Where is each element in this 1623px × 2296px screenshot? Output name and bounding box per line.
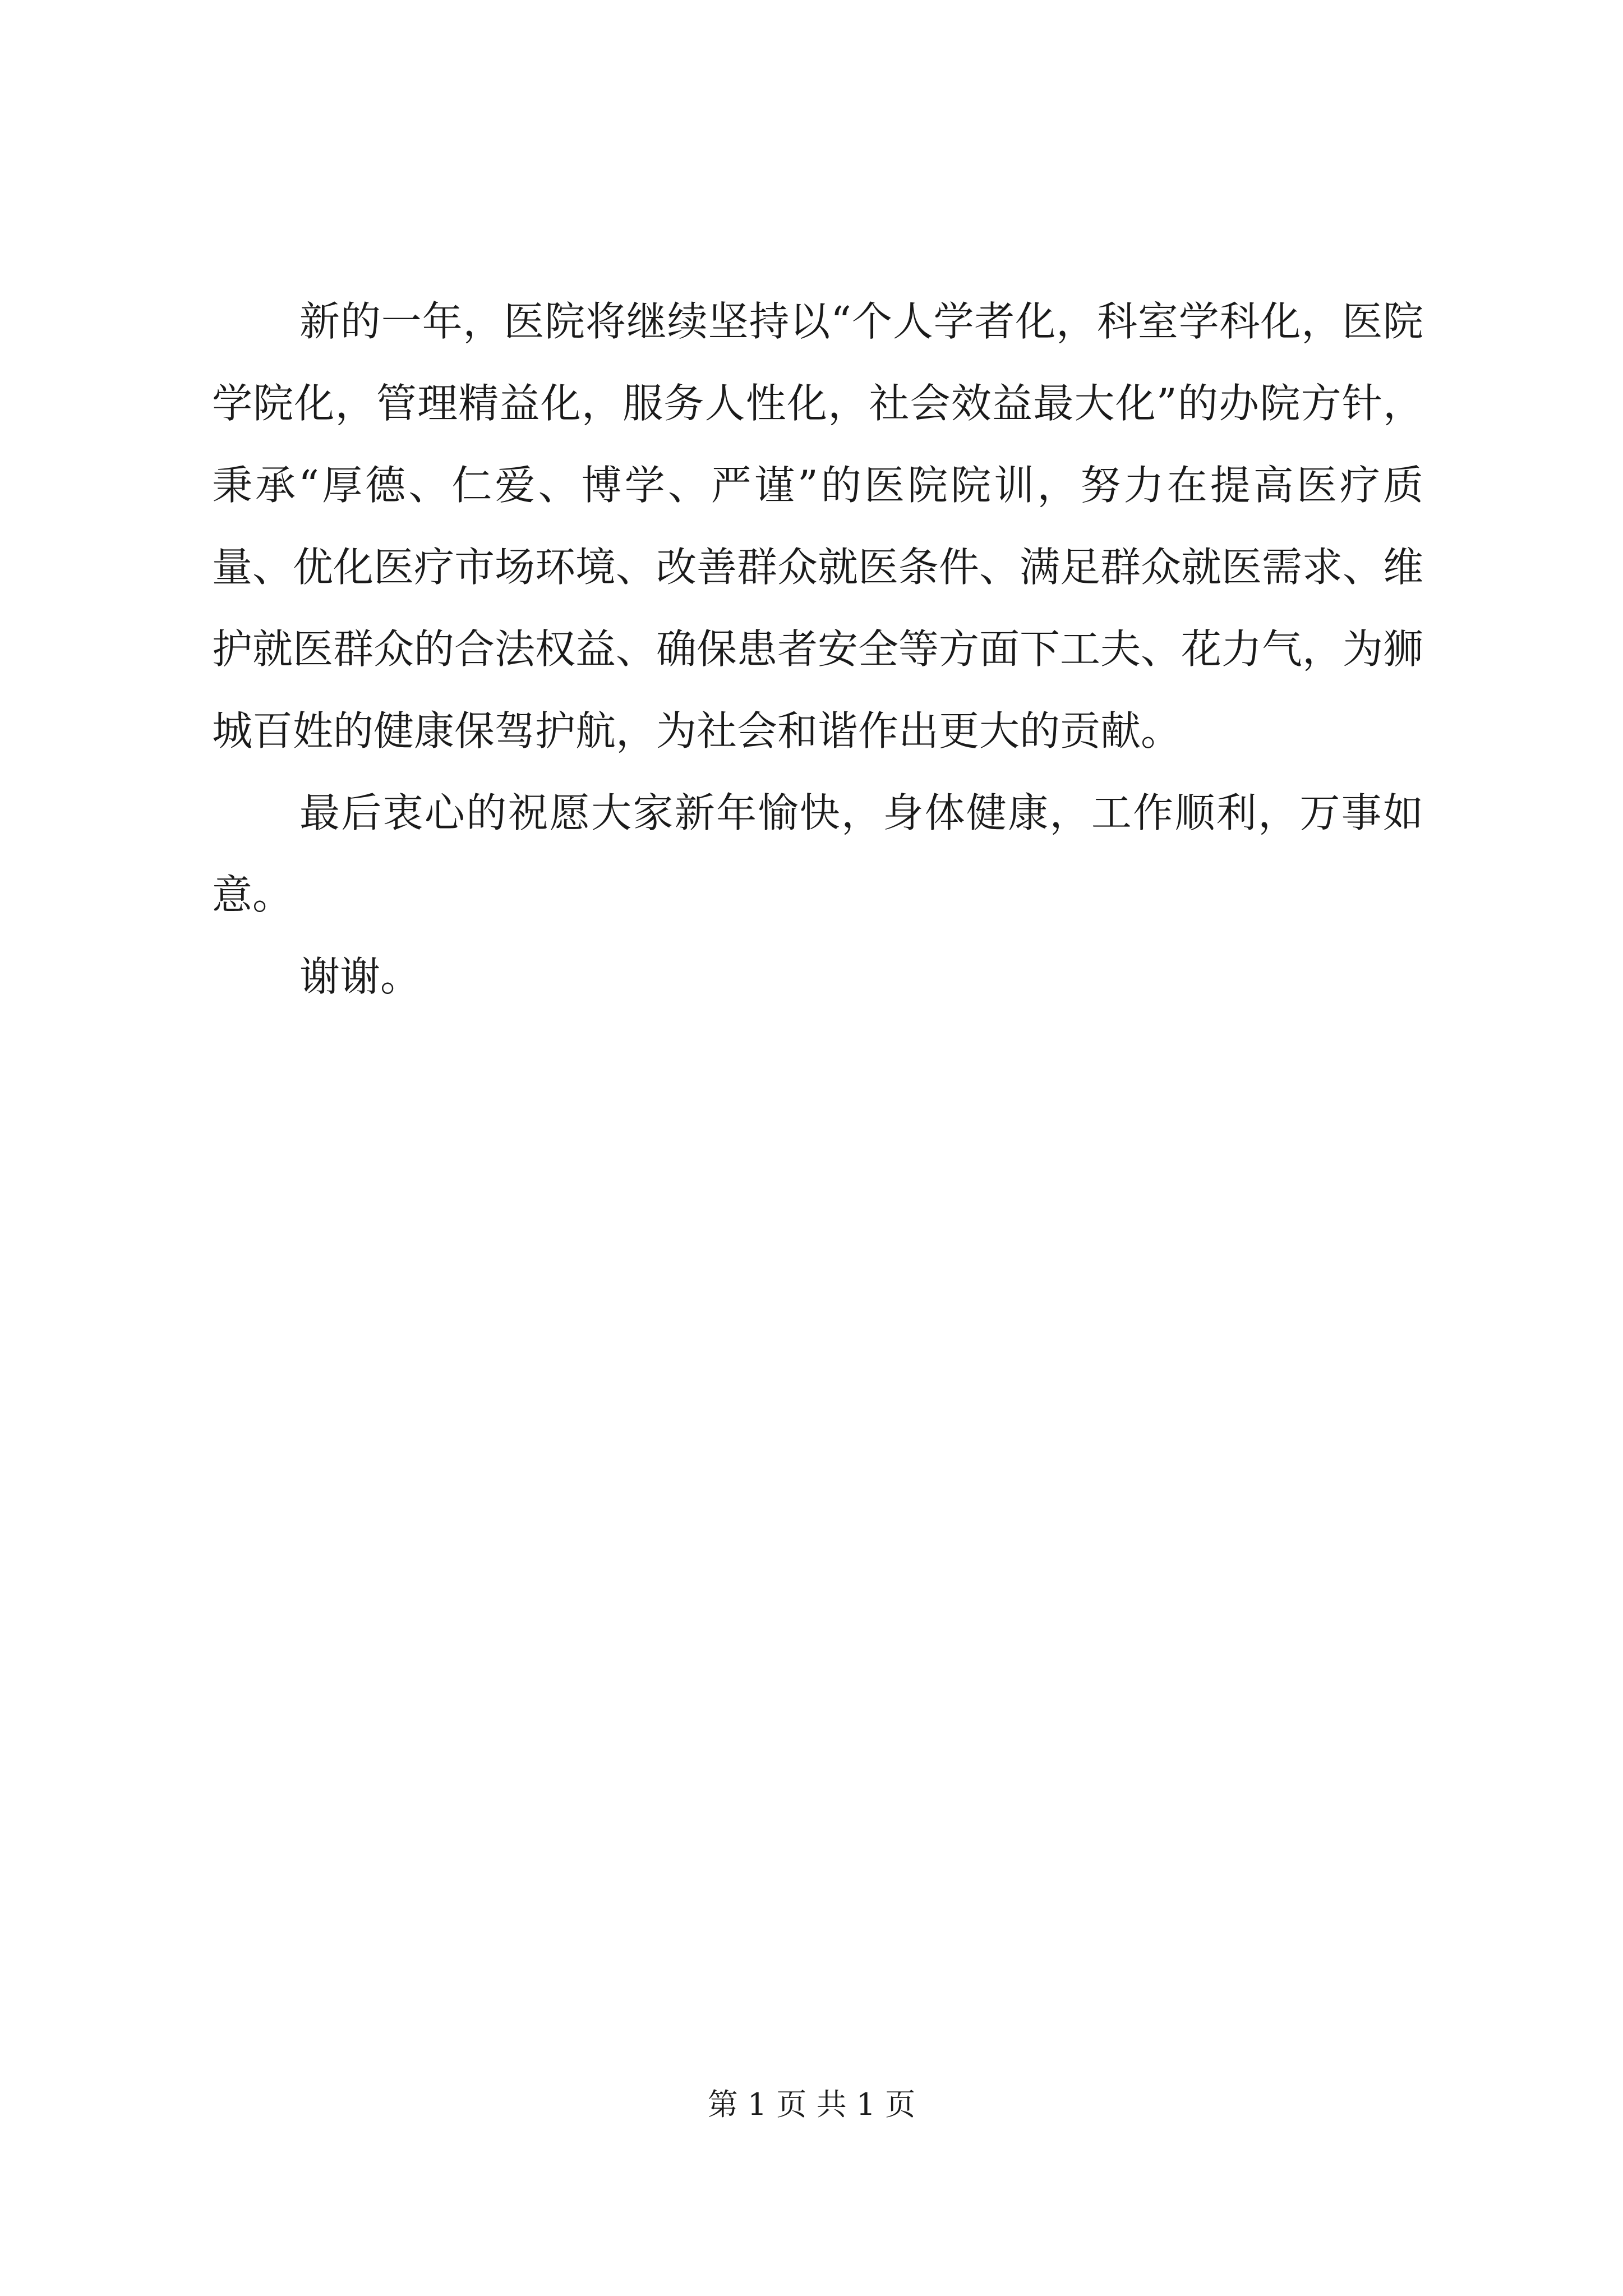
paragraph-closing-plan: 新的一年，医院将继续坚持以“个人学者化，科室学科化，医院学院化，管理精益化，服务人性化，社会效益最大化”的办院方针，秉承“厚德、仁爱、博学、严谨”的医院院训，努力在提高医疗质量、优化医疗市场环境、改善群众就医条件、满足群众就医需求、维护就医群众的合法权益、确保患者安全等方面下工夫、花力气，为狮城百姓的健康保驾护航，为社会和谐作出更大的贡献。: [212, 298, 1424, 754]
paragraph-wishes: 最后衷心的祝愿大家新年愉快，身体健康，工作顺利，万事如意。: [212, 789, 1423, 918]
document-body: [212, 280, 1423, 1018]
paragraph-thanks: 谢谢。: [299, 953, 421, 1000]
page-footer: 第 1 页 共 1 页: [707, 2087, 916, 2122]
